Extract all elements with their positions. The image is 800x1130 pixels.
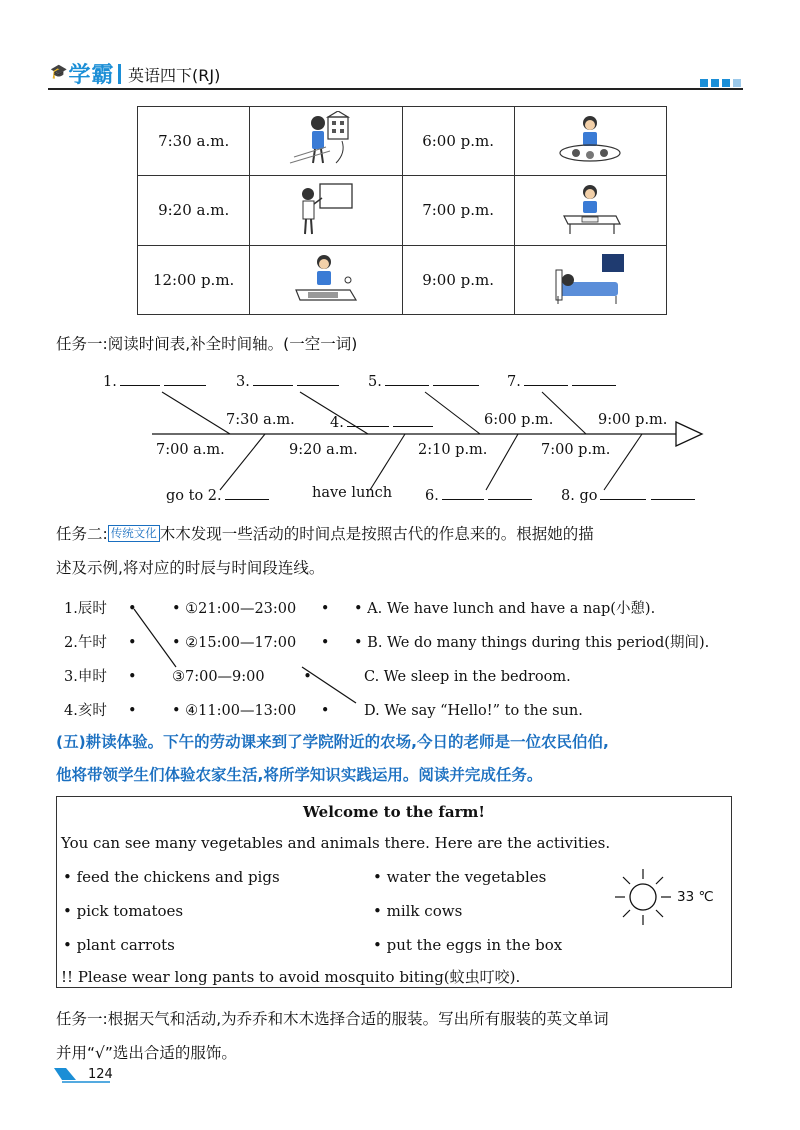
traditional-culture-tag: 传统文化 xyxy=(108,525,160,542)
time-cell: 7:30 a.m. xyxy=(138,107,250,176)
farm-activity: • pick tomatoes xyxy=(63,902,184,920)
table-row xyxy=(138,245,667,314)
match-dots-left: • • • • xyxy=(128,601,137,719)
timeline-blank-8: 8. go xyxy=(561,485,695,504)
match-left-item: 4.亥时 xyxy=(64,703,107,719)
temperature-label: 33 ℃ xyxy=(677,889,714,905)
match-middle-item: ③7:00—9:00 • xyxy=(172,669,312,685)
timeline-have-lunch: have lunch xyxy=(312,485,393,501)
task2-instruction: 任务二: 传统文化 木木发现一些活动的时间点是按照古代的作息来的。根据她的描 xyxy=(56,525,594,543)
subject-title: 英语四下(RJ) xyxy=(128,66,221,85)
section5-line2: 他将带领学生们体验农家生活,将所学知识实践运用。阅读并完成任务。 xyxy=(56,766,543,784)
time-cell: 9:20 a.m. xyxy=(138,176,250,245)
match-right-item: • B. We do many things during this period(期间). xyxy=(354,635,710,651)
farm-activity: • water the vegetables xyxy=(373,868,547,886)
farm-title: Welcome to the farm! xyxy=(303,803,485,821)
match-left-item: 1.辰时 xyxy=(64,601,107,617)
section5-line1: (五)耕读体验。下午的劳动课来到了学院附近的农场,今日的老师是一位农民伯伯, xyxy=(56,733,609,751)
timeline-blank-7: 7. xyxy=(507,371,616,390)
match-left-item: 3.申时 xyxy=(64,669,107,685)
timeline-upper-time: 7:30 a.m. xyxy=(226,412,295,428)
sleeping-icon xyxy=(514,245,666,314)
header-divider xyxy=(48,88,743,90)
page-number: 124 xyxy=(88,1067,113,1082)
timeline-blank-3: 3. xyxy=(236,371,339,390)
sun-icon xyxy=(613,867,673,927)
farm-activity: • put the eggs in the box xyxy=(373,936,563,954)
match-left-column xyxy=(64,592,107,728)
timeline-blank-1: 1. xyxy=(103,371,206,390)
going-to-school-icon xyxy=(250,107,402,176)
timeline-upper-time: 6:00 p.m. xyxy=(484,412,554,428)
task3-instruction: 任务一:根据天气和活动,为乔乔和木木选择合适的服装。写出所有服装的英文单词 xyxy=(56,1010,609,1028)
example-match-lines xyxy=(120,595,380,715)
match-left-item: 2.午时 xyxy=(64,635,107,651)
timeline-lower-time: 7:00 a.m. xyxy=(156,442,225,458)
time-cell: 6:00 p.m. xyxy=(402,107,514,176)
match-right-item: C. We sleep in the bedroom. xyxy=(364,669,571,685)
farm-activity: • feed the chickens and pigs xyxy=(63,868,280,886)
match-right-item: D. We say “Hello!” to the sun. xyxy=(364,703,583,719)
timeline-lower-time: 2:10 p.m. xyxy=(418,442,488,458)
timeline-lower-time: 7:00 p.m. xyxy=(541,442,611,458)
table-row xyxy=(138,176,667,245)
schedule-table xyxy=(137,106,667,315)
match-middle-item: • ④11:00—13:00 • xyxy=(172,703,330,719)
timeline-blank-4: 4. xyxy=(330,412,433,431)
match-right-column xyxy=(354,592,709,728)
time-cell: 7:00 p.m. xyxy=(402,176,514,245)
homework-icon xyxy=(514,176,666,245)
chinese-class-icon xyxy=(250,176,402,245)
brand-bar xyxy=(118,64,121,84)
timeline-lower-time: 9:20 a.m. xyxy=(289,442,358,458)
task2-instruction-2: 述及示例,将对应的时辰与时间段连线。 xyxy=(56,559,325,577)
match-middle-item: • ①21:00—23:00 • xyxy=(172,601,330,617)
farm-activity: • plant carrots xyxy=(63,936,175,954)
timeline-upper-time: 9:00 p.m. xyxy=(598,412,668,428)
match-middle-item: • ②15:00—17:00 • xyxy=(172,635,330,651)
match-right-item: • A. We have lunch and have a nap(小憩). xyxy=(354,601,656,617)
time-cell: 9:00 p.m. xyxy=(402,245,514,314)
task1-instruction: 任务一:阅读时间表,补全时间轴。(一空一词) xyxy=(56,335,358,353)
having-lunch-icon xyxy=(250,245,402,314)
table-row xyxy=(138,107,667,176)
farm-notice-box xyxy=(56,796,732,988)
task3-instruction-2: 并用“√”选出合适的服饰。 xyxy=(56,1044,237,1062)
timeline-blank-5: 5. xyxy=(368,371,479,390)
graduation-cap-icon: 🎓 xyxy=(50,64,69,80)
farm-note: !! Please wear long pants to avoid mosquito biting(蚊虫叮咬). xyxy=(61,968,521,986)
eating-dinner-icon xyxy=(514,107,666,176)
farm-intro: You can see many vegetables and animals there. Here are the activities. xyxy=(61,834,611,852)
brand-text: 学霸 xyxy=(68,63,115,88)
timeline-blank-2: go to 2. xyxy=(166,485,269,504)
timeline-blank-6: 6. xyxy=(425,485,532,504)
time-cell: 12:00 p.m. xyxy=(138,245,250,314)
farm-activity: • milk cows xyxy=(373,902,463,920)
brand-logo xyxy=(50,58,121,89)
